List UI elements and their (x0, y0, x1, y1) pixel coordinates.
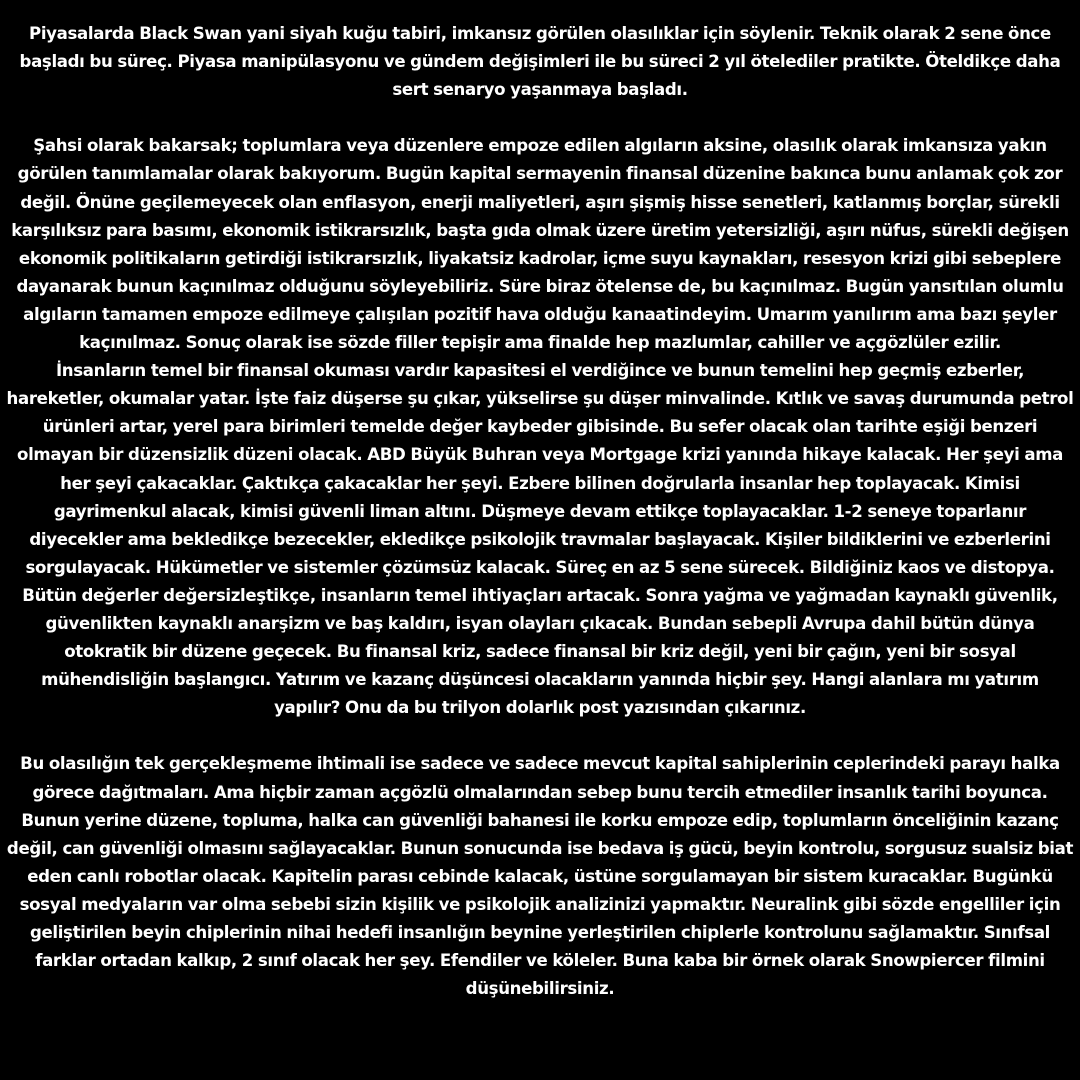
paragraph-financial-reading: İnsanların temel bir finansal okuması vardır kapasitesi el verdiğince ve bunun temelini hep geçmiş ezberler, hareketler, okumalar yatar. İşte faiz düşerse şu çıkar, yükselirse şu düşer minvalinde. Kıtlık ve savaş durumunda petrol ürünleri artar, yerel para birimleri temelde değer kaybeder gibisinde. Bu sefer olacak olan tarihte eşiği benzeri olmayan bir düzensizlik düzeni olacak. ABD Büyük Buhran veya Mortgage krizi yanında hikaye kalacak. Her şeyi ama her şeyi çakacaklar. Çaktıkça çakacaklar her şeyi. Ezbere bilinen doğrularla insanlar hep toplayacak. Kimisi gayrimenkul alacak, kimisi güvenli liman altını. Düşmeye devam ettikçe toplayacaklar. 1-2 seneye toparlanır diyecekler ama bekledikçe bezecekler, ekledikçe psikolojik travmalar başlayacak. Kişiler bildiklerini ve ezberlerini sorgulayacak. Hükümetler ve sistemler çözümsüz kalacak. Süreç en az 5 sene sürecek. Bildiğiniz kaos ve distopya. Bütün değerler değersizleştikçe, insanların temel ihtiyaçları artacak. Sonra yağma ve yağmadan kaynaklı güvenlik, güvenlikten kaynaklı anarşizm ve baş kaldırı, isyan olayları çıkacak. Bundan sebepli Avrupa dahil bütün dünya otokratik bir düzene geçecek. Bu finansal kriz, sadece finansal bir kriz değil, yeni bir çağın, yeni bir sosyal mühendisliğin başlangıcı. Yatırım ve kazanç düşüncesi olacakların yanında hiçbir şey. Hangi alanlara mı yatırım yapılır? Onu da bu trilyon dolarlık post yazısından çıkarınız. (6, 361, 1074, 718)
paragraph-spacer (6, 104, 1074, 132)
paragraph-personal-view: Şahsi olarak bakarsak; toplumlara veya düzenlere empoze edilen algıların aksine, olasılık olarak imkansıza yakın görülen tanımlamalar olarak bakıyorum. Bugün kapital sermayenin finansal düzenine bakınca bunu anlamak çok zor değil. Önüne geçilemeyecek olan enflasyon, enerji maliyetleri, aşırı şişmiş hisse senetleri, katlanmış borçlar, sürekli karşılıksız para basımı, ekonomik istikrarsızlık, başta gıda olmak üzere üretim yetersizliği, aşırı nüfus, sürekli değişen ekonomik politikaların getirdiği istikrarsızlık, liyakatsiz kadrolar, içme suyu kaynakları, resesyon krizi gibi sebeplere dayanarak bunun kaçınılmaz olduğunu söyleyebiliriz. Süre biraz ötelense de, bu kaçınılmaz. Bugün yansıtılan olumlu algıların tamamen empoze edilmeye çalışılan pozitif hava olduğu kanaatindeyim. Umarım yanılırım ama bazı şeyler kaçınılmaz. Sonuç olarak ise sözde filler tepişir ama finalde hep mazlumlar, cahiller ve açgözlüler ezilir. (11, 136, 1069, 353)
document-body (0, 20, 1080, 1003)
paragraph-intro: Piyasalarda Black Swan yani siyah kuğu tabiri, imkansız görülen olasılıklar için söylenir. Teknik olarak 2 sene önce başladı bu süreç. Piyasa manipülasyonu ve gündem değişimleri ile bu süreci 2 yıl ötelediler pratikte. Öteldikçe daha sert senaryo yaşanmaya başladı. (19, 24, 1061, 100)
paragraph-conclusion: Bu olasılığın tek gerçekleşmeme ihtimali ise sadece ve sadece mevcut kapital sahiplerinin ceplerindeki parayı halka görece dağıtmaları. Ama hiçbir zaman açgözlü olmalarından sebep bunu tercih etmediler insanlık tarihi boyunca. Bunun yerine düzene, topluma, halka can güvenliği bahanesi ile korku empoze edip, toplumların önceliğinin kazanç değil, can güvenliği olmasını sağlayacaklar. Bunun sonucunda ise bedava iş gücü, beyin kontrolu, sorgusuz sualsiz biat eden canlı robotlar olacak. Kapitelin parası cebinde kalacak, üstüne sorgulamayan bir sistem kuracaklar. Bugünkü sosyal medyaların var olma sebebi sizin kişilik ve psikolojik analizinizi yapmaktır. Neuralink gibi sözde engelliler için geliştirilen beyin chiplerinin nihai hedefi insanlığın beynine yerleştirilen chiplerle kontrolunu sağlamaktır. Sınıfsal farklar ortadan kalkıp, 2 sınıf olacak her şey. Efendiler ve köleler. Buna kaba bir örnek olarak Snowpiercer filmini düşünebilirsiniz. (6, 754, 1074, 999)
paragraph-spacer (6, 722, 1074, 750)
